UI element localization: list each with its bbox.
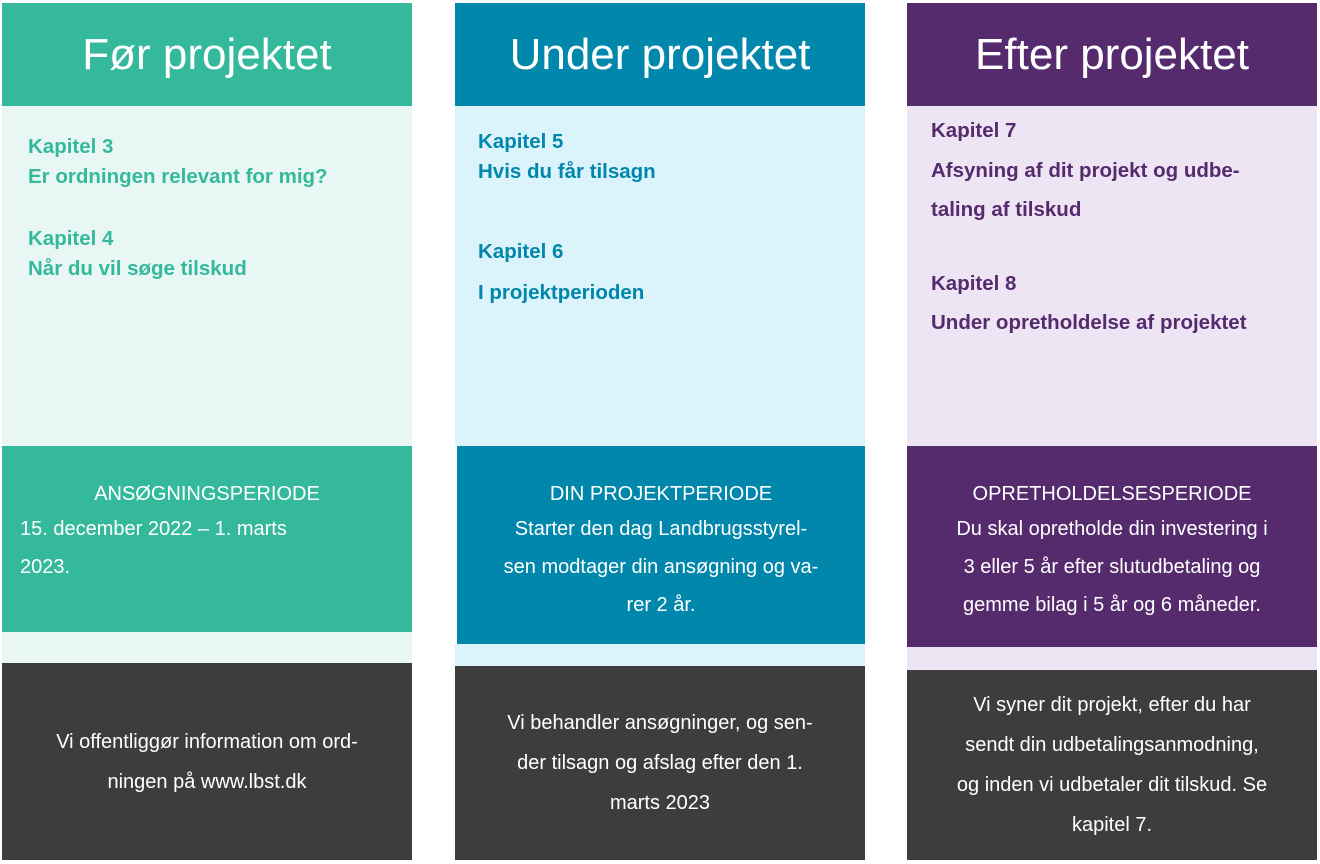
period-line: Starter den dag Landbrugsstyrel- — [514, 518, 808, 540]
column-after-project — [907, 0, 1317, 864]
info-line: ningen på www.lbst.dk — [107, 770, 307, 793]
spacer-strip — [455, 644, 865, 666]
info-line: Vi offentliggør information om ord- — [56, 730, 358, 753]
chapter-3-number: Kapitel 3 — [28, 135, 114, 158]
chapter-8-title: Under opretholdelse af projektet — [931, 311, 1247, 334]
info-line: sendt din udbetalingsanmodning, — [965, 734, 1259, 756]
chapter-list-before — [2, 106, 412, 436]
chapter-8-number: Kapitel 8 — [931, 272, 1017, 295]
info-box-before — [2, 663, 412, 860]
chapter-3-title: Er ordningen relevant for mig? — [28, 165, 328, 188]
chapter-list-during — [455, 106, 865, 436]
period-line: 3 eller 5 år efter slutudbetaling og — [963, 556, 1261, 578]
period-line: 15. december 2022 – 1. marts — [20, 518, 287, 540]
info-text — [56, 722, 358, 802]
period-heading: DIN PROJEKTPERIODE — [549, 483, 773, 505]
column-before-project — [2, 0, 412, 864]
maintenance-period-box — [907, 446, 1317, 647]
chapter-list-after — [907, 106, 1317, 436]
chapter-4-number: Kapitel 4 — [28, 227, 114, 250]
spacer-strip — [2, 632, 412, 663]
info-text — [507, 703, 812, 823]
period-line: sen modtager din ansøgning og va- — [503, 556, 819, 578]
chapter-6-title: I projektperioden — [478, 281, 645, 304]
application-period-box — [2, 446, 412, 632]
period-line: gemme bilag i 5 år og 6 måneder. — [963, 594, 1261, 616]
period-line: rer 2 år. — [626, 594, 696, 616]
header-before-project: Før projektet — [2, 3, 412, 106]
period-line: 2023. — [20, 556, 71, 578]
header-after-project: Efter projektet — [907, 3, 1317, 106]
chapter-4-title: Når du vil søge tilskud — [28, 257, 247, 280]
info-line: Vi behandler ansøgninger, og sen- — [507, 712, 813, 734]
chapter-7-title-line: Afsyning af dit projekt og udbe- — [931, 159, 1240, 182]
chapter-5-number: Kapitel 5 — [478, 130, 564, 153]
project-period-box — [457, 446, 865, 644]
info-line: kapitel 7. — [1071, 814, 1153, 836]
period-line: Du skal opretholde din investering i — [956, 518, 1268, 540]
header-during-project: Under projektet — [455, 3, 865, 106]
chapter-5-title: Hvis du får tilsagn — [478, 160, 656, 183]
info-line: og inden vi udbetaler dit tilskud. Se — [956, 774, 1268, 796]
chapter-7-number: Kapitel 7 — [931, 119, 1017, 142]
info-line: der tilsagn og afslag efter den 1. — [517, 752, 803, 774]
info-line: Vi syner dit projekt, efter du har — [973, 694, 1251, 716]
period-heading: ANSØGNINGSPERIODE — [94, 483, 320, 505]
chapter-6-number: Kapitel 6 — [478, 240, 564, 263]
period-heading: OPRETHOLDELSESPERIODE — [972, 483, 1252, 505]
spacer-strip — [907, 647, 1317, 670]
info-box-after — [907, 670, 1317, 860]
info-line: marts 2023 — [609, 792, 711, 814]
chapter-7-title-line: taling af tilskud — [931, 198, 1082, 221]
info-text — [957, 685, 1267, 845]
column-during-project — [455, 0, 865, 864]
info-box-during — [455, 666, 865, 860]
